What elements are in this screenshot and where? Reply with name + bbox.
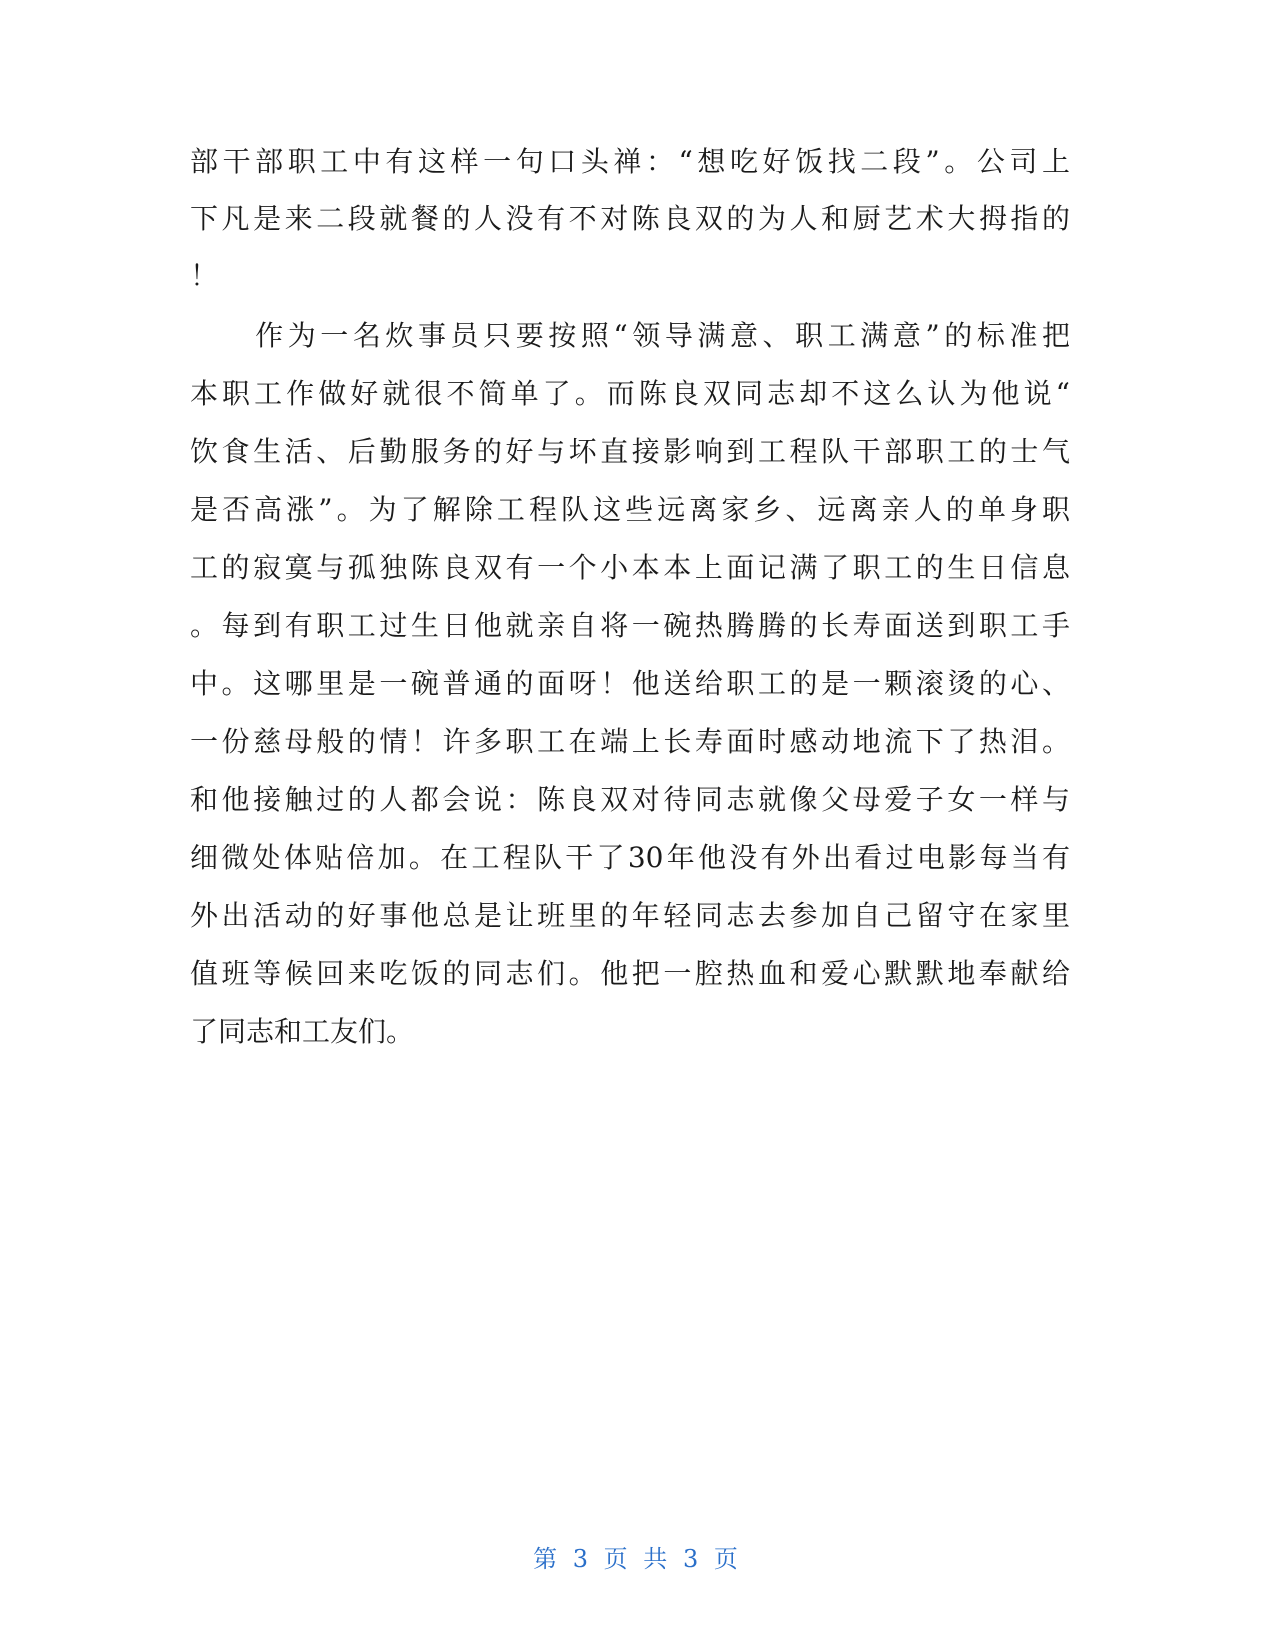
paragraph-line: 。每到有职工过生日他就亲自将一碗热腾腾的长寿面送到职工手	[190, 609, 1070, 642]
paragraph-line: 中。这哪里是一碗普通的面呀！他送给职工的是一颗滚烫的心、	[190, 667, 1070, 700]
paragraph-line: 部干部职工中有这样一句口头禅：“想吃好饭找二段”。公司上	[190, 145, 1070, 178]
paragraph-line: 是否高涨”。为了解除工程队这些远离家乡、远离亲人的单身职	[190, 493, 1070, 526]
paragraph-line: 作为一名炊事员只要按照“领导满意、职工满意”的标准把	[190, 319, 1070, 352]
paragraph-line: 一份慈母般的情！许多职工在端上长寿面时感动地流下了热泪。	[190, 725, 1070, 758]
paragraph-line: 本职工作做好就很不简单了。而陈良双同志却不这么认为他说“	[190, 377, 1070, 410]
paragraph-line: 了同志和工友们。	[190, 1015, 415, 1048]
paragraph-line: ！	[190, 259, 219, 292]
paragraph-line: 外出活动的好事他总是让班里的年轻同志去参加自己留守在家里	[190, 899, 1070, 932]
paragraph-line: 值班等候回来吃饭的同志们。他把一腔热血和爱心默默地奉献给	[190, 957, 1070, 990]
paragraph-line: 工的寂寞与孤独陈良双有一个小本本上面记满了职工的生日信息	[190, 551, 1070, 584]
paragraph-line: 细微处体贴倍加。在工程队干了30年他没有外出看过电影每当有	[190, 841, 1070, 874]
paragraph-line: 饮食生活、后勤服务的好与坏直接影响到工程队干部职工的士气	[190, 435, 1070, 468]
paragraph-line: 和他接触过的人都会说：陈良双对待同志就像父母爱子女一样与	[190, 783, 1070, 816]
page-number-footer: 第 3 页 共 3 页	[533, 1545, 742, 1573]
paragraph-line: 下凡是来二段就餐的人没有不对陈良双的为人和厨艺术大拇指的	[190, 202, 1070, 235]
